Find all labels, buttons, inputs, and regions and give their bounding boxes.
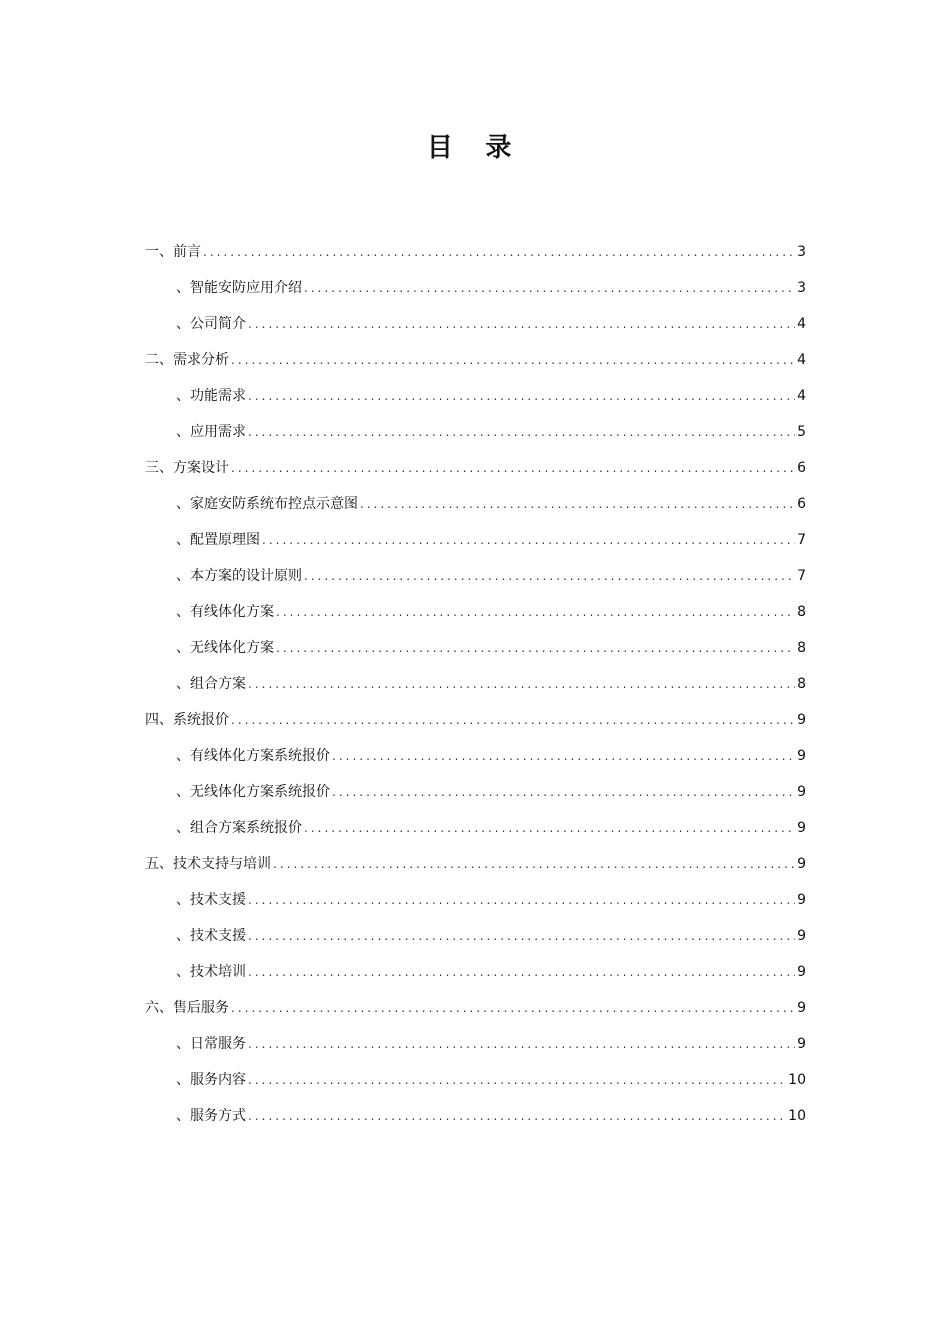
toc-entry[interactable] [145,981,806,1017]
toc-page-number: 3 [797,244,806,260]
toc-leader-dots [203,243,795,261]
toc-leader-dots [276,639,795,657]
toc-entry-text: 、日常服务 [176,1036,246,1052]
page-title: 目 录 [426,133,524,163]
toc-entry-text: 、功能需求 [176,388,246,404]
toc-leader-dots [332,747,795,765]
toc-page-number: 6 [797,460,806,476]
toc-page-number: 9 [797,1036,806,1052]
toc-entry[interactable] [145,441,806,477]
toc-entry[interactable] [145,261,806,297]
toc-entry-text: 六、售后服务 [145,1000,229,1016]
toc-page-number: 4 [797,316,806,332]
toc-page-number: 4 [797,352,806,368]
toc-leader-dots [248,963,795,981]
toc-page-number: 8 [797,640,806,656]
toc-page-number: 10 [788,1072,806,1088]
toc-entry[interactable] [145,765,806,801]
toc-leader-dots [248,675,795,693]
toc-entry-text: 、组合方案系统报价 [176,820,302,836]
toc-entry[interactable] [145,1053,806,1089]
toc-entry[interactable] [145,1089,806,1125]
toc-leader-dots [332,783,795,801]
toc-entry-text: 、组合方案 [176,676,246,692]
toc-page-number: 9 [797,748,806,764]
toc-page-number: 3 [797,280,806,296]
toc-entry[interactable] [145,621,806,657]
toc-entry[interactable] [145,837,806,873]
toc-entry-text: 、无线体化方案 [176,640,274,656]
toc-leader-dots [231,999,795,1017]
toc-entry-text: 、服务方式 [176,1108,246,1124]
toc-page-number: 9 [797,856,806,872]
toc-entry-text: 、智能安防应用介绍 [176,280,302,296]
toc-entry-text: 、技术支援 [176,892,246,908]
toc-page-number: 9 [797,892,806,908]
toc-leader-dots [248,423,795,441]
toc-leader-dots [248,927,795,945]
toc-entry[interactable] [145,585,806,621]
toc-entry[interactable] [145,657,806,693]
toc-page-number: 10 [788,1108,806,1124]
toc-page-number: 8 [797,676,806,692]
toc-entry[interactable] [145,1017,806,1053]
toc-entry[interactable] [145,945,806,981]
toc-leader-dots [304,279,795,297]
toc-leader-dots [273,855,795,873]
toc-leader-dots [248,387,795,405]
toc-entry[interactable] [145,333,806,369]
toc-leader-dots [231,459,795,477]
toc-leader-dots [276,603,795,621]
toc-entry-text: 、技术培训 [176,964,246,980]
toc-page-number: 9 [797,1000,806,1016]
toc-entry[interactable] [145,513,806,549]
toc-entry[interactable] [145,297,806,333]
toc-entry-text: 、本方案的设计原则 [176,568,302,584]
toc-entry-text: 四、系统报价 [145,712,229,728]
toc-page-number: 5 [797,424,806,440]
toc-entry[interactable] [145,369,806,405]
toc-leader-dots [248,1071,786,1089]
toc-page-number: 9 [797,784,806,800]
toc-entry-text: 、应用需求 [176,424,246,440]
toc-entry-text: 、配置原理图 [176,532,260,548]
toc-entry[interactable] [145,477,806,513]
toc-entry[interactable] [145,549,806,585]
toc-entry-text: 、技术支援 [176,928,246,944]
toc-page-number: 6 [797,496,806,512]
toc-leader-dots [248,1107,786,1125]
toc-page-number: 9 [797,820,806,836]
toc-leader-dots [231,711,795,729]
toc-entry-text: 、无线体化方案系统报价 [176,784,330,800]
toc-page-number: 9 [797,964,806,980]
toc-page-number: 4 [797,388,806,404]
toc-entry[interactable] [145,225,806,261]
toc-leader-dots [304,819,795,837]
toc-page-number: 7 [797,568,806,584]
toc-leader-dots [248,1035,795,1053]
toc-entry-text: 一、前言 [145,244,201,260]
toc-entry-text: 二、需求分析 [145,352,229,368]
toc-entry-text: 、家庭安防系统布控点示意图 [176,496,358,512]
toc-leader-dots [360,495,795,513]
toc-entry[interactable] [145,729,806,765]
toc-entry-text: 三、方案设计 [145,460,229,476]
toc-entry[interactable] [145,405,806,441]
toc-entry-text: 、有线体化方案 [176,604,274,620]
toc-entry-text: 、服务内容 [176,1072,246,1088]
toc-leader-dots [248,315,795,333]
toc-entry[interactable] [145,693,806,729]
toc-page-number: 9 [797,712,806,728]
toc-page-number: 7 [797,532,806,548]
toc-entry-text: 、公司简介 [176,316,246,332]
toc-entry-text: 五、技术支持与培训 [145,856,271,872]
toc-leader-dots [262,531,795,549]
toc-page-number: 8 [797,604,806,620]
toc-page-number: 9 [797,928,806,944]
toc-entry[interactable] [145,873,806,909]
toc-entry[interactable] [145,909,806,945]
toc-leader-dots [304,567,795,585]
toc-entry-text: 、有线体化方案系统报价 [176,748,330,764]
toc-leader-dots [248,891,795,909]
toc-leader-dots [231,351,795,369]
toc-entry[interactable] [145,801,806,837]
table-of-contents [145,225,806,1125]
